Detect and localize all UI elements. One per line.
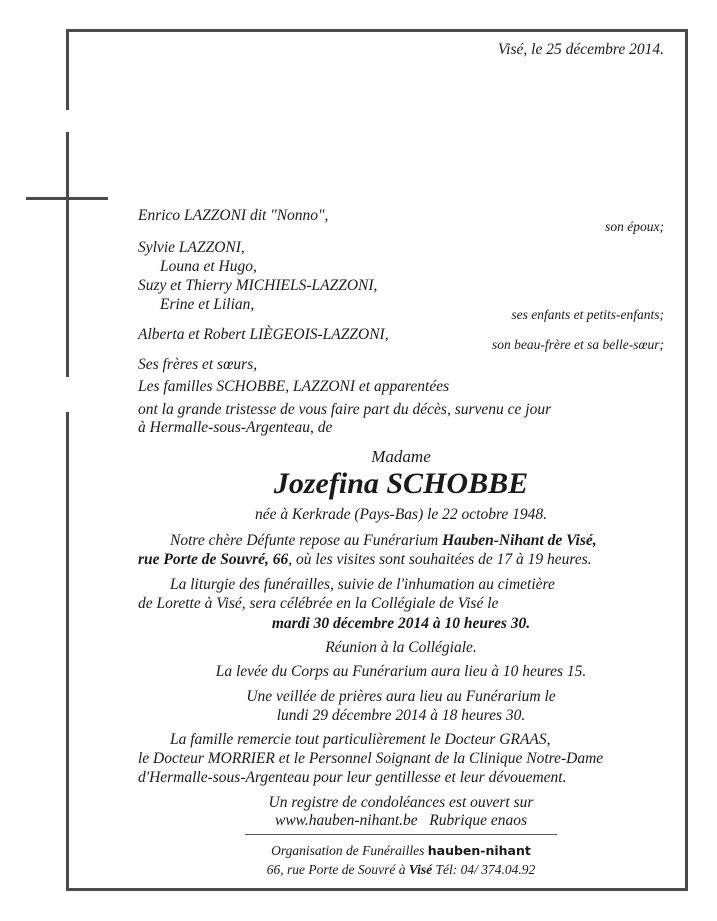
announce-line-2: à Hermalle-sous-Argenteau, de <box>138 419 333 436</box>
frame-bottom <box>66 888 688 891</box>
footer-divider <box>245 834 557 835</box>
deceased-title: Madame <box>371 447 431 466</box>
vigil-line-1: Une veillée de prières aura lieu au Funérarium le <box>246 688 556 705</box>
deceased-birth: née à Kerkrade (Pays-Bas) le 22 octobre 1948. <box>254 506 548 523</box>
frame-left-lower <box>66 412 69 891</box>
thanks-line-3: d'Hermalle-sous-Argenteau pour leur gentillesse et leur dévouement. <box>138 769 567 786</box>
funerarium-name: Hauben-Nihant de Visé, <box>442 532 597 549</box>
inlaws: Alberta et Robert LIÈGEOIS-LAZZONI, <box>138 326 389 343</box>
thanks-line-2: le Docteur MORRIER et le Personnel Soignant de la Clinique Notre-Dame <box>138 750 604 767</box>
frame-top <box>66 29 688 32</box>
child-1: Sylvie LAZZONI, <box>138 239 245 256</box>
grandchildren-1: Louna et Hugo, <box>160 258 257 275</box>
departure: La levée du Corps au Funérarium aura lieu à 10 heures 15. <box>215 663 587 680</box>
deceased-name: Jozefina SCHOBBE <box>273 467 529 500</box>
cross-arm <box>26 197 108 200</box>
siblings: Ses frères et sœurs, <box>138 356 258 373</box>
frame-right <box>685 29 688 891</box>
thanks-line-1: La famille remercie tout particulièrement le Docteur GRAAS, <box>170 731 551 748</box>
footer-address: 66, rue Porte de Souvré à Visé Tél: 04/ 374.04.92 <box>266 862 536 877</box>
frame-left-upper <box>66 29 69 110</box>
liturgy-line-2: de Lorette à Visé, sera célébrée en la Collégiale de Visé le <box>138 595 499 612</box>
rest-line-1: Notre chère Défunte repose au Funérarium Hauben-Nihant de Visé, <box>170 532 597 549</box>
footer-org: Organisation de Funérailles hauben-nihant <box>271 843 531 858</box>
liturgy-line-1: La liturgie des funérailles, suivie de l'inhumation au cimetière <box>170 576 555 593</box>
announce-line-1: ont la grande tristesse de vous faire part du décès, survenu ce jour <box>138 401 552 418</box>
register-line-2: www.hauben-nihant.be Rubrique enaos <box>274 812 527 829</box>
register-line-1: Un registre de condoléances est ouvert sur <box>268 794 534 811</box>
brand-logo: hauben-nihant <box>427 843 531 858</box>
funeral-date: mardi 30 décembre 2014 à 10 heures 30. <box>271 615 531 632</box>
place-date: Visé, le 25 décembre 2014. <box>497 41 664 58</box>
funerarium-address: rue Porte de Souvré, 66 <box>138 551 289 568</box>
register-url[interactable]: www.hauben-nihant.be <box>274 812 418 829</box>
children-role: ses enfants et petits-enfants; <box>511 307 664 322</box>
frame-left-cross <box>66 132 69 377</box>
rest-line-2: rue Porte de Souvré, 66, où les visites sont souhaitées de 17 à 19 heures. <box>138 551 592 568</box>
spouse-role: son époux; <box>605 219 664 234</box>
grandchildren-2: Erine et Lilian, <box>160 296 255 313</box>
child-2: Suzy et Thierry MICHIELS-LAZZONI, <box>138 277 378 294</box>
inlaws-role: son beau-frère et sa belle-sœur; <box>492 337 664 352</box>
meeting: Réunion à la Collégiale. <box>325 639 477 656</box>
vigil-line-2: lundi 29 décembre 2014 à 18 heures 30. <box>276 707 526 724</box>
spouse: Enrico LAZZONI dit "Nonno", <box>138 207 329 224</box>
families: Les familles SCHOBBE, LAZZONI et apparentées <box>138 378 450 395</box>
